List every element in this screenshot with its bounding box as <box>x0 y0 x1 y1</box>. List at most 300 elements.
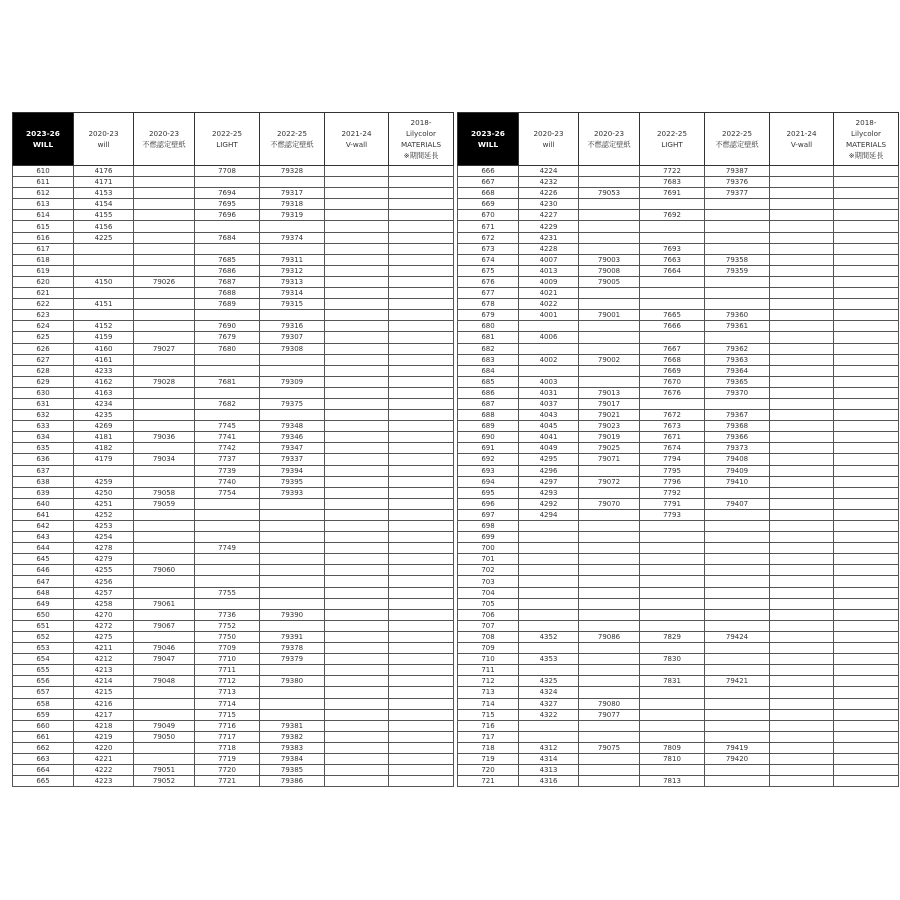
table-cell <box>325 565 389 576</box>
table-cell <box>834 476 899 487</box>
table-cell <box>834 288 899 299</box>
table-cell: 7708 <box>195 166 260 177</box>
table-cell <box>640 720 705 731</box>
table-cell: 4154 <box>74 199 134 210</box>
table-cell <box>579 654 640 665</box>
table-cell: 7810 <box>640 753 705 764</box>
table-cell: 702 <box>458 565 519 576</box>
table-cell <box>705 232 770 243</box>
table-cell <box>834 410 899 421</box>
table-cell: 79086 <box>579 631 640 642</box>
table-cell <box>325 576 389 587</box>
table-cell <box>834 454 899 465</box>
table-cell: 715 <box>458 709 519 720</box>
table-cell: 687 <box>458 398 519 409</box>
table-row <box>13 354 454 365</box>
table-cell: 675 <box>458 265 519 276</box>
table-cell: 7679 <box>195 332 260 343</box>
header-2020-23-fireproof: 2020-23 不燃認定壁紙 <box>134 113 195 166</box>
table-cell: 7672 <box>640 410 705 421</box>
table-cell: 692 <box>458 454 519 465</box>
table-cell: 79419 <box>705 742 770 753</box>
table-cell: 4325 <box>519 676 579 687</box>
table-cell <box>519 343 579 354</box>
table-cell <box>389 365 454 376</box>
table-cell <box>260 665 325 676</box>
table-cell <box>389 410 454 421</box>
table-cell <box>195 354 260 365</box>
table-cell <box>579 687 640 698</box>
table-row <box>13 742 454 753</box>
table-cell <box>389 387 454 398</box>
table-cell: 7719 <box>195 753 260 764</box>
table-cell: 4160 <box>74 343 134 354</box>
table-row <box>13 487 454 498</box>
table-cell <box>195 365 260 376</box>
table-cell: 7663 <box>640 254 705 265</box>
table-cell: 7686 <box>195 265 260 276</box>
table-cell <box>325 765 389 776</box>
table-row <box>13 687 454 698</box>
table-cell <box>834 631 899 642</box>
table-cell: 4152 <box>74 321 134 332</box>
table-cell <box>134 631 195 642</box>
table-cell <box>389 753 454 764</box>
right-code-table <box>457 112 899 787</box>
table-cell <box>389 620 454 631</box>
table-cell: 7739 <box>195 465 260 476</box>
table-row <box>13 166 454 177</box>
table-cell <box>325 509 389 520</box>
table-cell: 7716 <box>195 720 260 731</box>
table-cell: 643 <box>13 532 74 543</box>
table-cell <box>325 532 389 543</box>
table-cell <box>389 598 454 609</box>
table-cell <box>770 532 834 543</box>
table-cell: 4013 <box>519 265 579 276</box>
table-cell: 4312 <box>519 742 579 753</box>
table-cell: 633 <box>13 421 74 432</box>
table-row <box>13 609 454 620</box>
table-cell: 4214 <box>74 676 134 687</box>
table-cell: 4162 <box>74 376 134 387</box>
table-row <box>13 509 454 520</box>
table-cell <box>325 354 389 365</box>
table-cell: 706 <box>458 609 519 620</box>
table-cell <box>325 398 389 409</box>
table-cell: 79364 <box>705 365 770 376</box>
table-cell: 622 <box>13 299 74 310</box>
table-cell: 673 <box>458 243 519 254</box>
table-cell <box>325 654 389 665</box>
table-row <box>458 731 899 742</box>
table-cell: 641 <box>13 509 74 520</box>
table-cell <box>325 598 389 609</box>
table-cell <box>325 221 389 232</box>
table-cell: 638 <box>13 476 74 487</box>
table-row <box>13 276 454 287</box>
table-cell: 7693 <box>640 243 705 254</box>
header-2022-25-fireproof: 2022-25 不燃認定壁紙 <box>260 113 325 166</box>
table-cell <box>834 731 899 742</box>
table-cell: 719 <box>458 753 519 764</box>
table-cell: 4155 <box>74 210 134 221</box>
table-cell: 616 <box>13 232 74 243</box>
table-cell <box>640 276 705 287</box>
table-cell: 79048 <box>134 676 195 687</box>
table-row <box>13 698 454 709</box>
table-cell: 677 <box>458 288 519 299</box>
table-cell: 628 <box>13 365 74 376</box>
table-row <box>13 310 454 321</box>
table-cell <box>260 543 325 554</box>
table-cell: 4231 <box>519 232 579 243</box>
table-cell <box>389 376 454 387</box>
table-cell <box>134 554 195 565</box>
table-cell <box>389 276 454 287</box>
table-cell: 7750 <box>195 631 260 642</box>
table-cell <box>834 387 899 398</box>
table-cell: 79363 <box>705 354 770 365</box>
table-cell: 671 <box>458 221 519 232</box>
table-cell <box>770 276 834 287</box>
table-cell <box>834 753 899 764</box>
table-cell <box>640 598 705 609</box>
table-cell <box>640 565 705 576</box>
table-cell <box>770 443 834 454</box>
table-cell <box>770 454 834 465</box>
table-cell: 709 <box>458 643 519 654</box>
table-cell <box>640 709 705 720</box>
table-row <box>458 321 899 332</box>
table-cell: 705 <box>458 598 519 609</box>
table-row <box>13 720 454 731</box>
table-cell <box>389 709 454 720</box>
table-cell <box>195 598 260 609</box>
table-cell <box>389 343 454 354</box>
table-cell: 689 <box>458 421 519 432</box>
table-row <box>458 476 899 487</box>
table-cell: 627 <box>13 354 74 365</box>
table-cell: 7694 <box>195 188 260 199</box>
table-cell: 79005 <box>579 276 640 287</box>
table-cell <box>705 276 770 287</box>
table-cell <box>195 387 260 398</box>
table-cell <box>579 554 640 565</box>
table-cell <box>705 221 770 232</box>
table-cell: 4278 <box>74 543 134 554</box>
table-cell <box>325 742 389 753</box>
table-cell: 708 <box>458 631 519 642</box>
table-cell: 7740 <box>195 476 260 487</box>
table-cell <box>834 609 899 620</box>
table-cell <box>705 565 770 576</box>
table-cell <box>195 310 260 321</box>
table-cell <box>640 554 705 565</box>
table-row <box>458 631 899 642</box>
table-cell <box>389 609 454 620</box>
table-cell <box>260 498 325 509</box>
header-2020-23-fireproof: 2020-23 不燃認定壁紙 <box>579 113 640 166</box>
table-cell <box>74 465 134 476</box>
table-cell <box>260 587 325 598</box>
table-row <box>13 543 454 554</box>
table-row <box>458 343 899 354</box>
table-cell: 694 <box>458 476 519 487</box>
table-row <box>458 532 899 543</box>
table-cell <box>834 742 899 753</box>
table-cell: 79379 <box>260 654 325 665</box>
table-cell: 4215 <box>74 687 134 698</box>
table-cell <box>74 288 134 299</box>
table-cell: 4163 <box>74 387 134 398</box>
table-cell <box>834 654 899 665</box>
table-cell <box>389 265 454 276</box>
table-cell <box>260 310 325 321</box>
table-cell: 4270 <box>74 609 134 620</box>
table-cell <box>519 521 579 532</box>
table-cell <box>389 554 454 565</box>
table-cell: 79319 <box>260 210 325 221</box>
table-cell <box>325 665 389 676</box>
table-cell: 7714 <box>195 698 260 709</box>
table-cell: 7692 <box>640 210 705 221</box>
table-cell: 7793 <box>640 509 705 520</box>
table-cell: 79308 <box>260 343 325 354</box>
table-row <box>458 598 899 609</box>
table-cell: 713 <box>458 687 519 698</box>
table-cell: 636 <box>13 454 74 465</box>
table-cell <box>579 753 640 764</box>
table-cell <box>260 576 325 587</box>
table-cell: 7794 <box>640 454 705 465</box>
table-cell <box>834 343 899 354</box>
table-cell: 7722 <box>640 166 705 177</box>
table-cell: 79311 <box>260 254 325 265</box>
table-cell <box>770 232 834 243</box>
table-cell <box>770 631 834 642</box>
table-row <box>458 576 899 587</box>
table-cell <box>325 177 389 188</box>
table-cell: 4229 <box>519 221 579 232</box>
table-row <box>13 776 454 787</box>
table-cell: 7745 <box>195 421 260 432</box>
table-cell: 4031 <box>519 387 579 398</box>
table-cell <box>770 365 834 376</box>
table-cell <box>134 387 195 398</box>
table-cell: 4228 <box>519 243 579 254</box>
table-cell: 4006 <box>519 332 579 343</box>
table-cell <box>389 454 454 465</box>
table-cell: 79366 <box>705 432 770 443</box>
table-row <box>458 443 899 454</box>
table-row <box>13 454 454 465</box>
table-cell <box>195 221 260 232</box>
table-cell <box>770 676 834 687</box>
table-cell <box>325 265 389 276</box>
table-cell: 657 <box>13 687 74 698</box>
table-cell <box>834 776 899 787</box>
table-cell: 7711 <box>195 665 260 676</box>
table-row <box>13 265 454 276</box>
table-cell <box>640 576 705 587</box>
table-row <box>13 532 454 543</box>
table-cell <box>640 620 705 631</box>
table-cell <box>834 665 899 676</box>
table-cell: 79053 <box>579 188 640 199</box>
table-cell: 640 <box>13 498 74 509</box>
table-cell: 4221 <box>74 753 134 764</box>
table-cell: 7695 <box>195 199 260 210</box>
table-cell <box>389 654 454 665</box>
table-cell <box>389 742 454 753</box>
table-cell: 716 <box>458 720 519 731</box>
table-cell <box>579 332 640 343</box>
table-cell: 79036 <box>134 432 195 443</box>
table-cell: 4314 <box>519 753 579 764</box>
left-code-table <box>12 112 454 787</box>
table-row <box>458 421 899 432</box>
table-cell: 7736 <box>195 609 260 620</box>
table-row <box>458 432 899 443</box>
table-cell <box>834 465 899 476</box>
table-cell <box>325 387 389 398</box>
table-cell <box>134 354 195 365</box>
table-cell <box>640 731 705 742</box>
table-cell: 79328 <box>260 166 325 177</box>
table-cell <box>325 609 389 620</box>
table-cell <box>640 587 705 598</box>
table-cell <box>705 654 770 665</box>
table-cell <box>195 554 260 565</box>
table-cell: 4041 <box>519 432 579 443</box>
table-cell <box>834 243 899 254</box>
table-row <box>13 654 454 665</box>
table-row <box>13 210 454 221</box>
table-cell <box>519 598 579 609</box>
table-cell: 79424 <box>705 631 770 642</box>
table-cell <box>134 421 195 432</box>
table-cell: 4153 <box>74 188 134 199</box>
table-cell: 4254 <box>74 532 134 543</box>
table-cell <box>640 199 705 210</box>
table-cell <box>325 698 389 709</box>
table-cell: 4182 <box>74 443 134 454</box>
table-cell: 7691 <box>640 188 705 199</box>
header-2021-24-vwall: 2021-24 V-wall <box>770 113 834 166</box>
table-cell <box>705 398 770 409</box>
table-cell <box>640 643 705 654</box>
table-cell <box>770 210 834 221</box>
table-row <box>458 487 899 498</box>
table-cell: 4212 <box>74 654 134 665</box>
table-row <box>13 576 454 587</box>
table-cell: 79368 <box>705 421 770 432</box>
table-cell: 79367 <box>705 410 770 421</box>
table-cell: 710 <box>458 654 519 665</box>
table-cell: 4316 <box>519 776 579 787</box>
table-cell <box>325 166 389 177</box>
table-cell: 79001 <box>579 310 640 321</box>
table-cell <box>325 365 389 376</box>
table-cell: 4296 <box>519 465 579 476</box>
table-cell <box>134 687 195 698</box>
table-cell: 7709 <box>195 643 260 654</box>
table-cell: 7796 <box>640 476 705 487</box>
table-cell <box>579 676 640 687</box>
table-cell: 629 <box>13 376 74 387</box>
table-cell: 79013 <box>579 387 640 398</box>
table-row <box>13 731 454 742</box>
header-2018-lilycolor: 2018- Lilycolor MATERIALS ※期間延長 <box>834 113 899 166</box>
table-cell <box>579 720 640 731</box>
table-cell: 79059 <box>134 498 195 509</box>
table-cell <box>325 554 389 565</box>
table-cell <box>834 299 899 310</box>
table-cell <box>325 432 389 443</box>
table-cell: 79378 <box>260 643 325 654</box>
table-cell: 646 <box>13 565 74 576</box>
table-cell <box>770 410 834 421</box>
table-cell: 79019 <box>579 432 640 443</box>
table-cell <box>389 587 454 598</box>
table-cell <box>705 210 770 221</box>
table-cell: 688 <box>458 410 519 421</box>
table-cell: 691 <box>458 443 519 454</box>
table-cell: 79050 <box>134 731 195 742</box>
table-row <box>458 509 899 520</box>
table-cell <box>325 620 389 631</box>
table-cell: 4257 <box>74 587 134 598</box>
table-cell <box>834 576 899 587</box>
table-cell <box>834 643 899 654</box>
table-cell: 79384 <box>260 753 325 764</box>
table-cell <box>195 565 260 576</box>
table-cell <box>260 554 325 565</box>
table-row <box>458 398 899 409</box>
table-row <box>458 276 899 287</box>
table-cell <box>770 288 834 299</box>
table-cell: 79061 <box>134 598 195 609</box>
table-cell <box>389 232 454 243</box>
table-cell: 4275 <box>74 631 134 642</box>
table-cell: 4049 <box>519 443 579 454</box>
table-cell: 7809 <box>640 742 705 753</box>
table-row <box>13 709 454 720</box>
table-cell <box>260 509 325 520</box>
table-cell: 79314 <box>260 288 325 299</box>
table-row <box>458 742 899 753</box>
table-cell <box>834 310 899 321</box>
table-cell: 681 <box>458 332 519 343</box>
table-cell <box>834 687 899 698</box>
table-cell <box>134 332 195 343</box>
table-cell: 611 <box>13 177 74 188</box>
table-cell <box>134 221 195 232</box>
table-cell <box>640 232 705 243</box>
table-row <box>13 299 454 310</box>
table-cell: 650 <box>13 609 74 620</box>
table-cell <box>389 332 454 343</box>
table-cell <box>579 299 640 310</box>
table-row <box>458 587 899 598</box>
table-cell <box>389 432 454 443</box>
table-cell <box>579 731 640 742</box>
table-cell: 7715 <box>195 709 260 720</box>
table-row <box>13 243 454 254</box>
table-row <box>13 476 454 487</box>
table-row <box>458 753 899 764</box>
